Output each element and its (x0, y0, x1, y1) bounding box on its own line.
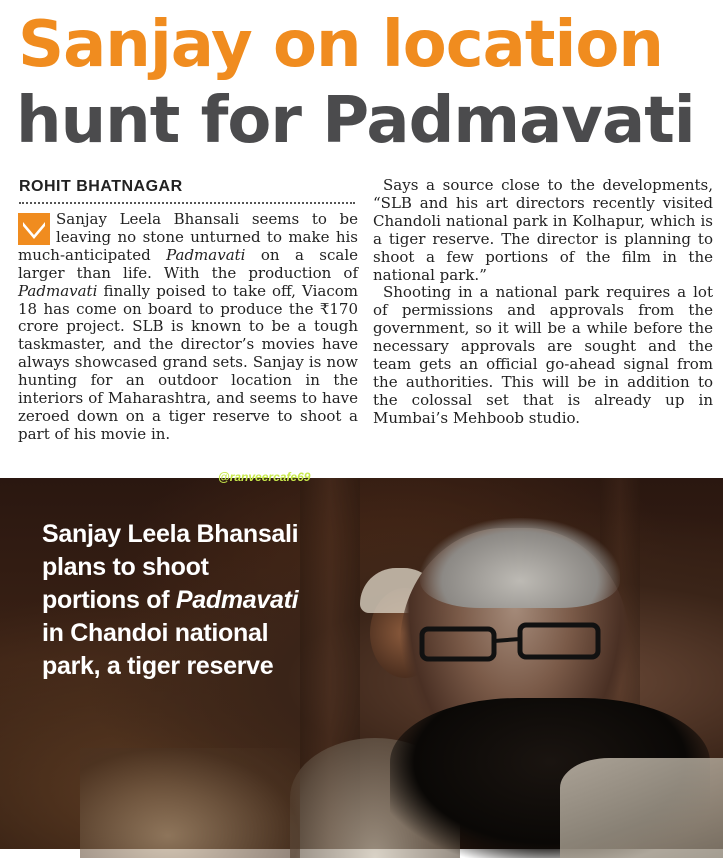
article-paragraph: Shooting in a national park requires a lot of permissions and approvals from the government, so it will be a while before the necessary approvals are sought and the team gets an official go-ahead signal from the authorities. This will be in addition to the colossal set that is already up in Mumbai’s Mehboob studio. (373, 283, 713, 427)
film-title: Padmavati (175, 586, 299, 614)
headline-line-2: hunt for Padmavati (16, 84, 695, 158)
byline: ROHIT BHATNAGAR (19, 178, 355, 204)
chevron-down-icon (18, 213, 50, 245)
film-title: Padmavati (18, 281, 98, 300)
article-paragraph: Sanjay Leela Bhansali seems to be leaving no stone unturned to make his much-anticipated Padmavati on a scale larger than life. With the production of Padmavati finally poised to take off, Viacom 18 has come on board to produce the ₹170 crore project. SLB is known to be a tough taskmaster, and the director’s movies have always showcased grand sets. Sanjay is now hunting for an outdoor location in the interiors of Maharashtra, and seems to have zeroed down on a tiger reserve to shoot a part of his movie in. (18, 210, 358, 443)
photo-caption: Sanjay Leela Bhansali plans to shoot portions of Padmavati in Chandoi national park, a tiger reserve (42, 520, 299, 680)
article-paragraph: Says a source close to the developments, “SLB and his art directors recently visited Chandoli national park in Kolhapur, which is a tiger reserve. The director is planning to shoot a few portions of the film in the national park.” (373, 176, 713, 284)
headline-line-1: Sanjay on location (18, 8, 663, 82)
article-photo (0, 470, 723, 849)
article-column-1 (18, 211, 358, 444)
watermark: @ranveercafe69 (218, 470, 311, 484)
film-title: Padmavati (166, 245, 246, 264)
article-column-2 (373, 177, 713, 428)
glasses (418, 623, 608, 663)
